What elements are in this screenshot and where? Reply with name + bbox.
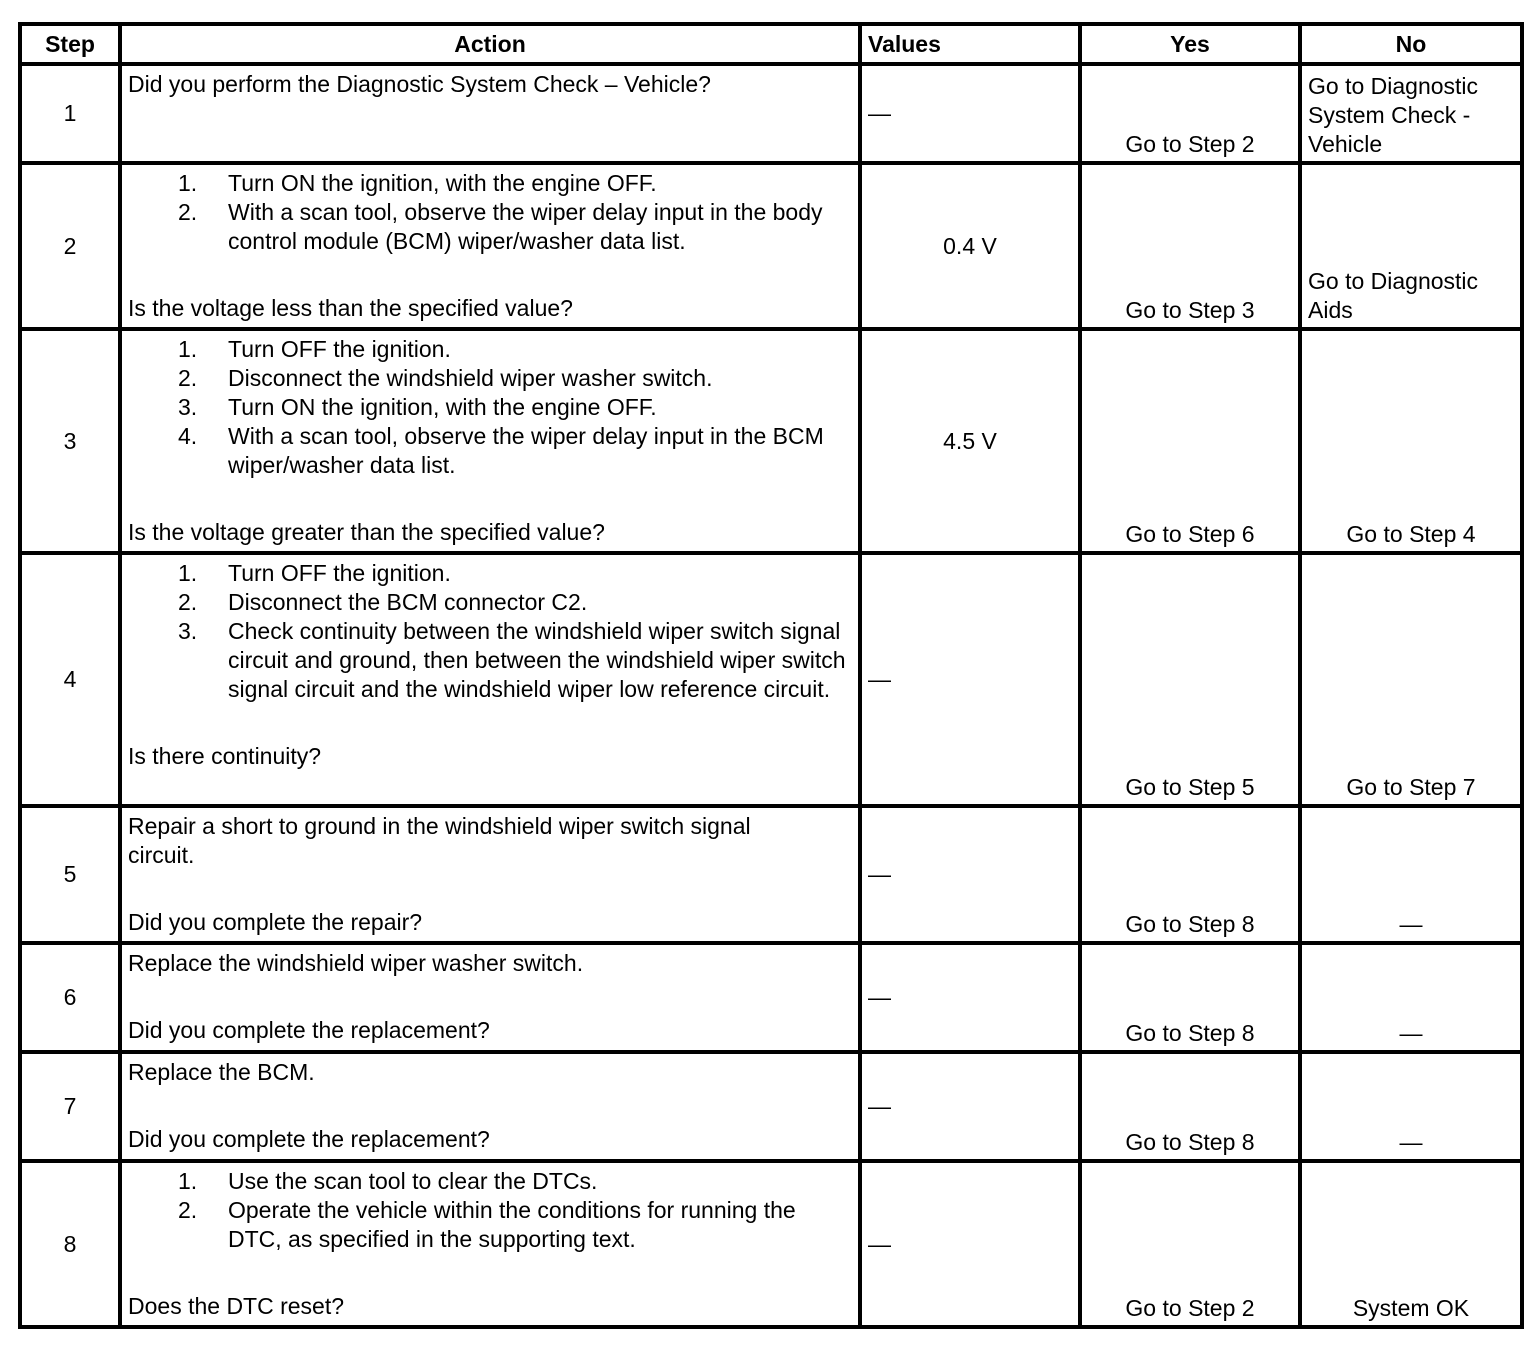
action-step-item: 2. Disconnect the windshield wiper washer switch. <box>178 365 713 391</box>
header-yes: Yes <box>1080 24 1300 64</box>
action-cell <box>120 806 860 943</box>
action-step-item: 1. Turn OFF the ignition. <box>178 336 451 362</box>
action-question: Did you complete the repair? <box>128 909 423 935</box>
step-number: 6 <box>20 943 120 1052</box>
no-text: System OK <box>1352 1295 1470 1321</box>
action-cell <box>120 943 860 1052</box>
no-cell <box>1300 163 1522 329</box>
value-text: — <box>868 1230 891 1257</box>
action-question: Is the voltage greater than the specified value? <box>128 519 605 545</box>
action-cell <box>120 553 860 806</box>
action-step-item: 3. Check continuity between the windshield wiper switch signal circuit and ground, then between the windshield wiper switch signal circuit and the windshield wiper low reference circuit. <box>178 618 846 702</box>
action-question: Does the DTC reset? <box>128 1293 345 1319</box>
yes-cell <box>1080 163 1300 329</box>
action-steps <box>128 559 850 704</box>
action-steps <box>128 335 850 480</box>
yes-cell <box>1080 1161 1300 1327</box>
action-step-item: 1. Use the scan tool to clear the DTCs. <box>178 1168 598 1194</box>
table-row-step-2 <box>20 163 1522 329</box>
values-cell <box>860 329 1080 553</box>
no-text: — <box>1399 1020 1423 1046</box>
header-values: Values <box>860 24 1080 64</box>
table-row-step-3 <box>20 329 1522 553</box>
no-cell <box>1300 553 1522 806</box>
values-cell <box>860 1161 1080 1327</box>
no-cell <box>1300 64 1522 163</box>
no-text: — <box>1399 911 1423 937</box>
diagnostic-table <box>18 22 1524 1329</box>
action-steps <box>128 169 850 256</box>
table-row-step-4 <box>20 553 1522 806</box>
value-text: 0.4 V <box>943 232 997 259</box>
action-intro: Replace the BCM. <box>128 1059 315 1085</box>
table-row-step-8 <box>20 1161 1522 1327</box>
action-intro: Replace the windshield wiper washer switch. <box>128 950 584 976</box>
action-step-item: 2. With a scan tool, observe the wiper delay input in the body control module (BCM) wiper/washer data list. <box>178 199 823 254</box>
step-number: 7 <box>20 1052 120 1161</box>
yes-text: Go to Step 8 <box>1125 1129 1255 1155</box>
yes-text: Go to Step 3 <box>1125 297 1255 323</box>
no-cell <box>1300 1052 1522 1161</box>
value-text: 4.5 V <box>943 427 997 454</box>
header-action: Action <box>120 24 860 64</box>
header-no: No <box>1300 24 1522 64</box>
action-cell <box>120 1052 860 1161</box>
action-steps <box>128 1167 850 1254</box>
step-number: 3 <box>20 329 120 553</box>
action-cell <box>120 1161 860 1327</box>
value-text: — <box>868 861 891 887</box>
table-row-step-5 <box>20 806 1522 943</box>
yes-cell <box>1080 1052 1300 1161</box>
yes-text: Go to Step 2 <box>1125 131 1255 157</box>
action-step-item: 1. Turn OFF the ignition. <box>178 560 451 586</box>
action-cell <box>120 64 860 163</box>
yes-cell <box>1080 329 1300 553</box>
no-text: Go to Diagnostic System Check - Vehicle <box>1308 73 1479 157</box>
yes-cell <box>1080 64 1300 163</box>
action-step-item: 3. Turn ON the ignition, with the engine OFF. <box>178 394 657 420</box>
action-intro: Repair a short to ground in the windshield wiper switch signal circuit. <box>128 813 751 868</box>
table-row-step-7 <box>20 1052 1522 1161</box>
yes-cell <box>1080 553 1300 806</box>
values-cell <box>860 806 1080 943</box>
table-row-step-6 <box>20 943 1522 1052</box>
no-cell <box>1300 329 1522 553</box>
yes-text: Go to Step 8 <box>1125 911 1255 937</box>
yes-text: Go to Step 2 <box>1125 1295 1255 1321</box>
no-cell <box>1300 943 1522 1052</box>
no-text: Go to Step 7 <box>1346 774 1476 800</box>
step-number: 2 <box>20 163 120 329</box>
action-step-item: 1. Turn ON the ignition, with the engine OFF. <box>178 170 657 196</box>
value-text: — <box>868 984 891 1010</box>
step-number: 1 <box>20 64 120 163</box>
yes-cell <box>1080 806 1300 943</box>
action-step-item: 2. Operate the vehicle within the conditions for running the DTC, as specified in the supporting text. <box>178 1197 796 1252</box>
no-cell <box>1300 1161 1522 1327</box>
table-row-step-1 <box>20 64 1522 163</box>
action-question: Did you complete the replacement? <box>128 1126 490 1152</box>
action-cell <box>120 163 860 329</box>
values-cell <box>860 64 1080 163</box>
action-step-item: 2. Disconnect the BCM connector C2. <box>178 589 588 615</box>
yes-text: Go to Step 5 <box>1125 774 1255 800</box>
action-question: Is the voltage less than the specified value? <box>128 295 573 321</box>
value-text: — <box>868 666 891 692</box>
values-cell <box>860 163 1080 329</box>
values-cell <box>860 943 1080 1052</box>
no-cell <box>1300 806 1522 943</box>
action-cell <box>120 329 860 553</box>
values-cell <box>860 553 1080 806</box>
step-number: 5 <box>20 806 120 943</box>
action-question: Is there continuity? <box>128 743 322 769</box>
no-text: — <box>1399 1129 1423 1155</box>
step-number: 8 <box>20 1161 120 1327</box>
yes-text: Go to Step 6 <box>1125 521 1255 547</box>
action-step-item: 4. With a scan tool, observe the wiper delay input in the BCM wiper/washer data list. <box>178 423 824 478</box>
header-row <box>20 24 1522 64</box>
header-step: Step <box>20 24 120 64</box>
action-question: Did you complete the replacement? <box>128 1017 490 1043</box>
value-text: — <box>868 1093 891 1119</box>
no-text: Go to Diagnostic Aids <box>1308 268 1479 323</box>
values-cell <box>860 1052 1080 1161</box>
no-text: Go to Step 4 <box>1346 521 1476 547</box>
yes-cell <box>1080 943 1300 1052</box>
value-text: — <box>868 100 891 126</box>
yes-text: Go to Step 8 <box>1125 1020 1255 1046</box>
action-intro: Did you perform the Diagnostic System Check – Vehicle? <box>128 71 711 97</box>
step-number: 4 <box>20 553 120 806</box>
